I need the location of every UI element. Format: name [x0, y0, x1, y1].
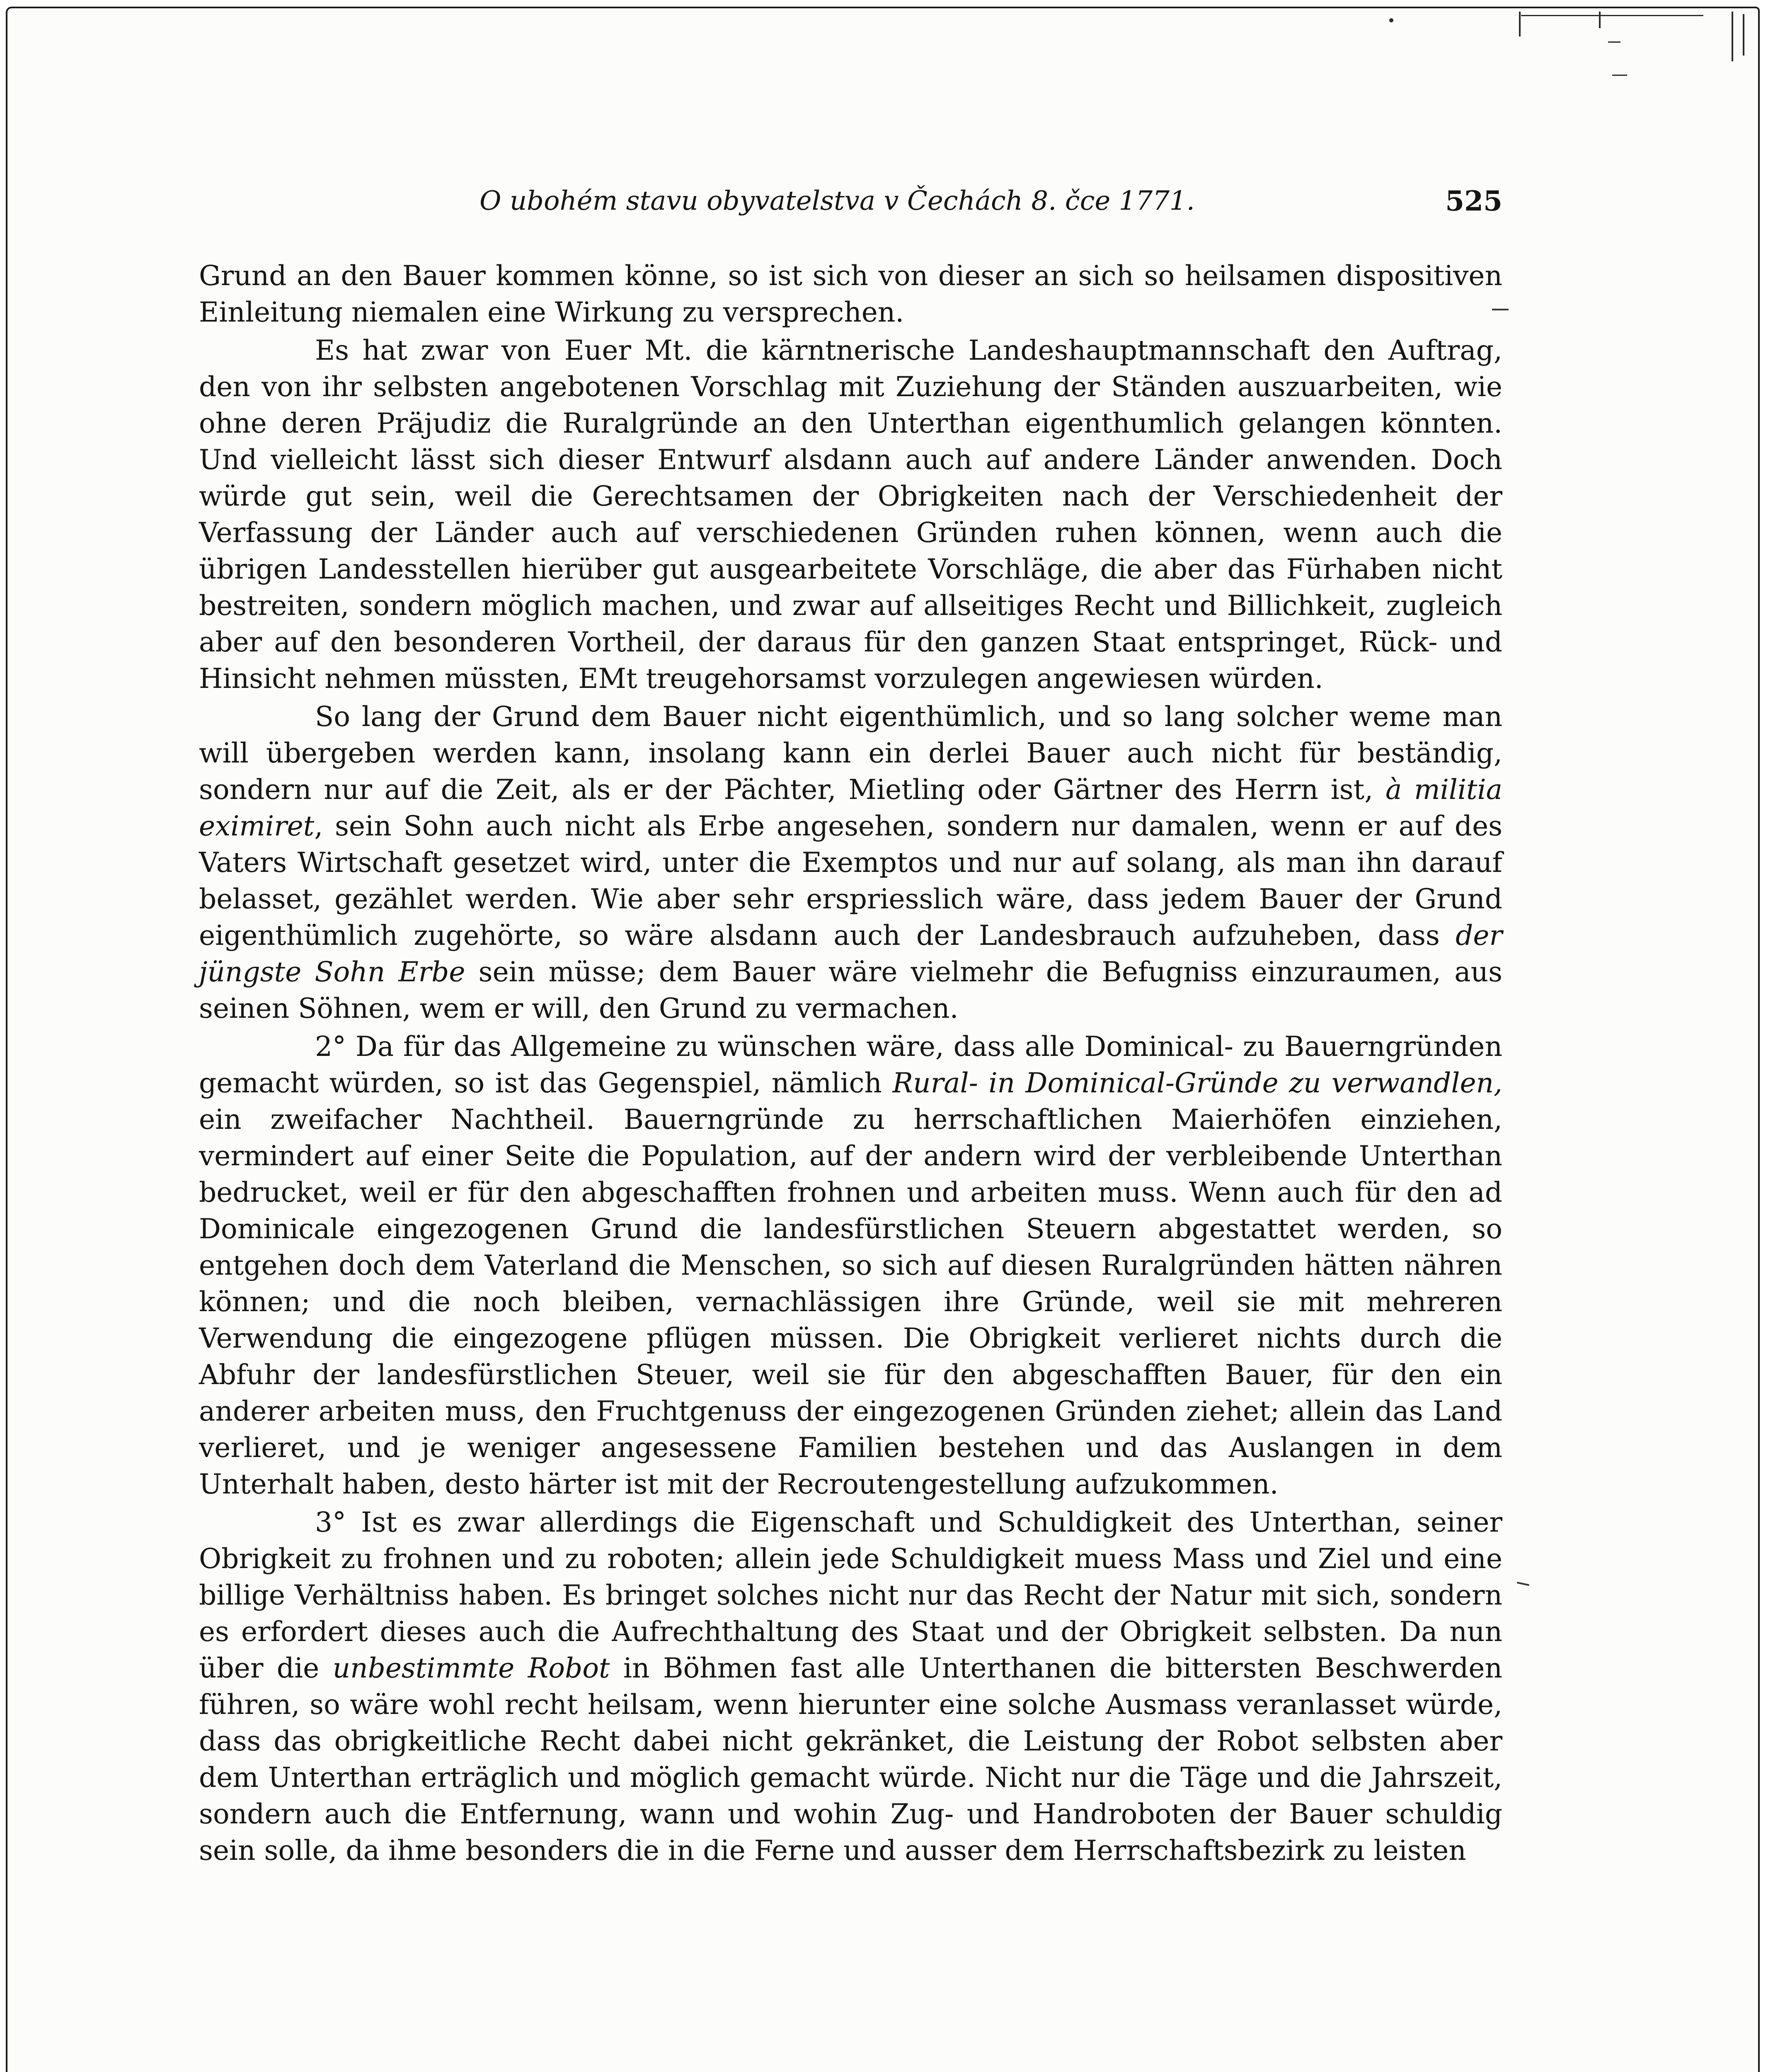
scan-mark [1612, 75, 1627, 76]
page-number: 525 [1445, 185, 1502, 217]
text-run: ein zweifacher Nachtheil. Bauerngründe zu herrschaftlichen Maierhöfen einziehen, vermindert auf einer Seite die Population, auf der andern wird der verbleibende Unterthan bedrucket, weil er für den abgeschafften frohnen und arbeiten muss. Wenn auch für den ad Dominicale eingezogenen Grund die landesfürstlichen Steuern abgestattet werden, so entgehen doch dem Vaterland die Menschen, so sich auf diesen Ruralgründen hätten nähren können; und die noch bleiben, vernachlässigen ihre Gründe, weil sie mit mehreren Verwendung die eingezogene pflügen müssen. Die Obrigkeit verlieret nichts durch die Abfuhr der landesfürstlichen Steuer, weil sie für den abgeschafften Bauer, für den ein anderer arbeiten muss, den Fruchtgenuss der eingezogenen Gründen ziehet; allein das Land verlieret, und je weniger angesessene Familien bestehen und das Auslangen in dem Unterhalt haben, desto härter ist mit der Recroutengestellung aufzukommen. [199, 1104, 1502, 1500]
paragraph [199, 699, 1502, 1027]
text-run: sein müsse; dem Bauer wäre vielmehr die Befugniss einzuraumen, aus seinen Söhnen, wem er will, den Grund zu vermachen. [199, 956, 1503, 1024]
paragraph [199, 332, 1502, 697]
page-header [195, 182, 1502, 220]
scan-mark [1608, 41, 1620, 43]
paragraph [199, 1504, 1502, 1869]
paragraph [199, 258, 1502, 331]
scan-mark [1599, 12, 1601, 28]
scan-mark [1521, 15, 1703, 16]
italic-phrase: Rural- in Dominical-Gründe zu verwandlen, [892, 1067, 1503, 1099]
scan-mark [1519, 12, 1521, 36]
text-run: So lang der Grund dem Bauer nicht eigenthümlich, und so lang solcher weme man will übergeben werden kann, insolang kann ein derlei Bauer auch nicht für beständig, sondern nur auf die Zeit, als er der Pächter, Mietling oder Gärtner des Herrn ist, [199, 701, 1502, 806]
scan-mark [1743, 14, 1744, 56]
running-title: O ubohém stavu obyvatelstva v Čechách 8. čce 1771. [480, 186, 1195, 216]
scan-mark [1732, 12, 1733, 61]
text-run: in Böhmen fast alle Unterthanen die bittersten Beschwerden führen, so wäre wohl recht heilsam, wenn hierunter eine solche Ausmass veranlasset würde, dass das obrigkeitliche Recht dabei nicht gekränket, die Leistung der Robot selbsten aber dem Unterthan erträglich und möglich gemacht würde. Nicht nur die Täge und die Jahrszeit, sondern auch die Entfernung, wann und wohin Zug- und Handroboten der Bauer schuldig sein solle, da ihme besonders die in die Ferne und ausser dem Herrschaftsbezirk zu leisten [199, 1652, 1502, 1866]
text-run: , sein Sohn auch nicht als Erbe angesehen, sondern nur damalen, wenn er auf des Vaters Wirtschaft gesetzet wird, unter die Exemptos und nur auf solang, als man ihn darauf belasset, gezählet werden. Wie aber sehr erspriesslich wäre, dass jedem Bauer der Grund eigenthümlich zugehörte, so wäre alsdann auch der Landesbrauch aufzuheben, dass [199, 810, 1502, 951]
italic-phrase: der jüngste Sohn Erbe [199, 920, 1502, 988]
document-body [199, 258, 1502, 1869]
text-run: Es hat zwar von Euer Mt. die kärntnerische Landeshauptmannschaft den Auftrag, den von ihr selbsten angebotenen Vorschlag mit Zuziehung der Ständen auszuarbeiten, wie ohne deren Präjudiz die Ruralgründe an den Unterthan eigenthumlich gelangen könnten. Und vielleicht lässt sich dieser Entwurf alsdann auch auf andere Länder anwenden. Doch würde gut sein, weil die Gerechtsamen der Obrigkeiten nach der Verschiedenheit der Verfassung der Länder auch auf verschiedenen Gründen ruhen können, wenn auch die übrigen Landesstellen hierüber gut ausgearbeitete Vorschläge, die aber das Fürhaben nicht bestreiten, sondern möglich machen, und zwar auf allseitiges Recht und Billichkeit, zugleich aber auf den besonderen Vortheil, der daraus für den ganzen Staat entspringet, Rück- und Hinsicht nehmen müssten, EMt treugehorsamst vorzulegen angewiesen würden. [199, 334, 1502, 695]
text-run: 2° Da für das Allgemeine zu wünschen wäre, dass alle Dominical- zu Bauerngründen gemacht würden, so ist das Gegenspiel, nämlich [199, 1031, 1502, 1099]
scan-mark [1389, 18, 1393, 22]
text-run: 3° Ist es zwar allerdings die Eigenschaft und Schuldigkeit des Unterthan, seiner Obrigkeit zu frohnen und zu roboten; allein jede Schuldigkeit muess Mass und Ziel und eine billige Verhältniss haben. Es bringet solches nicht nur das Recht der Natur mit sich, sondern es erfordert dieses auch die Aufrechthaltung des Staat und der Obrigkeit selbsten. Da nun über die [199, 1506, 1502, 1684]
italic-phrase: unbestimmte Robot [332, 1652, 610, 1684]
italic-phrase: à militia eximiret [199, 774, 1502, 842]
text-run: Grund an den Bauer kommen könne, so ist sich von dieser an sich so heilsamen dispositiven Einleitung niemalen eine Wirkung zu versprechen. [199, 260, 1502, 328]
paragraph [199, 1029, 1502, 1503]
